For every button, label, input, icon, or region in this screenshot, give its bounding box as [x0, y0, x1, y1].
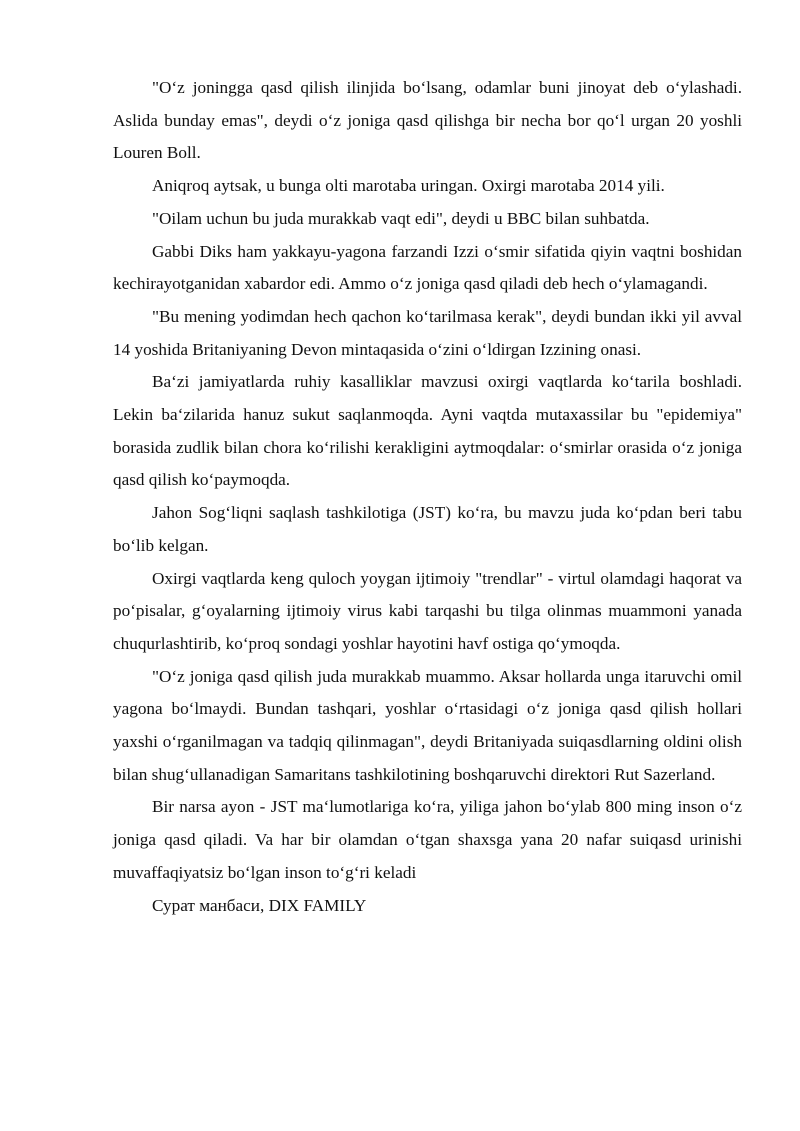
paragraph-1: "O‘z joningga qasd qilish ilinjida bo‘lsang, odamlar buni jinoyat deb o‘ylashadi. Aslida bunday emas", deydi o‘z joniga qasd qilishga bir necha bor qo‘l urgan 20 yoshli Louren Boll.: [113, 78, 742, 163]
paragraph-8: Oxirgi vaqtlarda keng quloch yoygan ijtimoiy "trendlar" - virtul olamdagi haqorat va po‘pisalar, g‘oyalarning ijtimoiy virus kabi tarqashi bu tilga olinmas muammoni yanada chuqurlashtirib, ko‘proq sondagi yoshlar hayotini havf ostiga qo‘ymoqda.: [113, 568, 742, 653]
paragraph-5: "Bu mening yodimdan hech qachon ko‘tarilmasa kerak", deydi bundan ikki yil avval 14 yoshida Britaniyaning Devon mintaqasida o‘zini o‘ldirgan Izzining onasi.: [113, 306, 742, 359]
paragraph-4: Gabbi Diks ham yakkayu-yagona farzandi Izzi o‘smir sifatida qiyin vaqtni boshidan kechirayotganidan xabardor edi. Ammo o‘z joniga qasd qiladi deb hech o‘ylamagandi.: [113, 241, 742, 294]
paragraph-2: Aniqroq aytsak, u bunga olti marotaba uringan. Oxirgi marotaba 2014 yili.: [152, 176, 665, 196]
photo-credit: Сурат манбаси, DIX FAMILY: [152, 895, 367, 915]
paragraph-9: "O‘z joniga qasd qilish juda murakkab muammo. Aksar hollarda unga itaruvchi omil yagona bo‘lmaydi. Bundan tashqari, yoshlar o‘rtasidagi o‘z joniga qasd qilish hollari yaxshi o‘rganilmagan va tadqiq qilinmagan", deydi Britaniyada suiqasdlarning oldini olish bilan shug‘ullanadigan Samaritans tashkilotining boshqaruvchi direktori Rut Sazerland.: [113, 666, 742, 784]
document-body: [113, 72, 742, 922]
paragraph-7: Jahon Sog‘liqni saqlash tashkilotiga (JST) ko‘ra, bu mavzu juda ko‘pdan beri tabu bo‘lib kelgan.: [113, 503, 742, 555]
paragraph-3: "Oilam uchun bu juda murakkab vaqt edi", deydi u BBC bilan suhbatda.: [152, 208, 650, 228]
paragraph-6: Ba‘zi jamiyatlarda ruhiy kasalliklar mavzusi oxirgi vaqtlarda ko‘tarila boshladi. Lekin ba‘zilarida hanuz sukut saqlanmoqda. Ayni vaqtda mutaxassilar bu "epidemiya" borasida zudlik bilan chora ko‘rilishi kerakligini aytmoqdalar: o‘smirlar orasida o‘z joniga qasd qilish ko‘paymoqda.: [113, 372, 742, 490]
paragraph-10: Bir narsa ayon - JST ma‘lumotlariga ko‘ra, yiliga jahon bo‘ylab 800 ming inson o‘z joniga qasd qiladi. Va har bir olamdan o‘tgan shaxsga yana 20 nafar suiqasd urinishi muvaffaqiyatsiz bo‘lgan inson to‘g‘ri keladi: [113, 797, 742, 882]
